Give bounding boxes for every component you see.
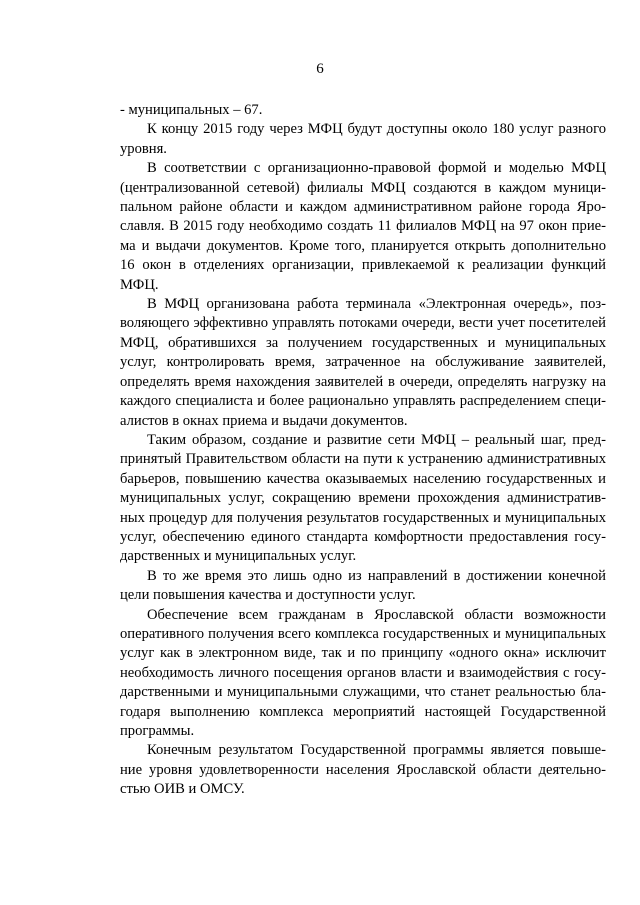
text-line: стью ОИВ и ОМСУ. [120,781,245,798]
text-line: пальном районе области и каждом административном районе города Яро- [120,199,606,216]
text-line: ных процедур для получения результатов государственных и муниципальных [120,509,606,526]
paragraph [120,741,606,799]
text-line: воляющего эффективно управлять потоками очереди, вести учет посетителей [120,315,606,332]
text-line: услуг как в электронном виде, так и по принципу «одного окна» исключит [120,645,606,662]
paragraph [120,431,606,567]
paragraph [120,120,606,159]
text-line: услуг, контролировать время, затраченное на обслуживание заявителей, [120,354,606,371]
text-line: уровня. [120,140,167,157]
text-line: Таким образом, создание и развитие сети МФЦ – реальный шаг, пред- [147,431,606,448]
text-line: 16 окон в отделениях организации, привлекаемой к реализации функций [120,257,606,274]
text-line: МФЦ, обратившихся за получением государственных и муниципальных [120,334,606,351]
paragraph [120,567,606,606]
paragraph [120,101,606,120]
paragraph [120,606,606,742]
text-line: необходимость личного посещения органов власти и взаимодействия с госу- [120,664,606,681]
text-line: дарственными и муниципальными служащими, что станет реальностью бла- [120,684,606,701]
text-line: К концу 2015 году через МФЦ будут доступны около 180 услуг разного [147,121,606,138]
text-line: (централизованной сетевой) филиалы МФЦ создаются в каждом муници- [120,179,606,196]
text-line: муниципальных услуг, сокращению времени прохождения административ- [120,490,606,507]
text-line: МФЦ. [120,276,159,293]
text-line: годаря выполнению комплекса мероприятий настоящей Государственной [120,703,606,720]
text-line: славля. В 2015 году необходимо создать 11 филиалов МФЦ на 97 окон прие- [120,218,606,235]
text-line: В соответствии с организационно-правовой формой и моделью МФЦ [147,160,606,177]
page-number: 6 [316,61,324,77]
text-line: ние уровня удовлетворенности населения Ярославской области деятельно- [120,761,606,778]
text-line: алистов в окнах приема и выдачи документов. [120,412,408,429]
text-line: определять время нахождения заявителей в очереди, определять нагрузку на [120,373,606,390]
text-line: каждого специалиста и более рационально управлять распределением специ- [120,393,606,410]
text-line: программы. [120,723,195,739]
text-line: цели повышения качества и доступности услуг. [120,587,416,604]
text-line: оперативного получения всего комплекса государственных и муниципальных [120,625,606,642]
text-line: Обеспечение всем гражданам в Ярославской области возможности [147,606,606,623]
text-line: - муниципальных – 67. [120,102,263,118]
text-line: Конечным результатом Государственной программы является повыше- [147,742,606,759]
text-line: В то же время это лишь одно из направлений в достижении конечной [147,567,606,584]
text-line: В МФЦ организована работа терминала «Электронная очередь», поз- [147,296,606,313]
text-line: барьеров, повышению качества оказываемых населению государственных и [120,470,606,487]
text-line: принятый Правительством области на пути к устранению административных [120,451,606,468]
document-body [120,101,606,800]
text-line: услуг, обеспечению единого стандарта комфортности предоставления госу- [120,528,606,545]
paragraph [120,159,606,295]
text-line: дарственных и муниципальных услуг. [120,548,357,565]
text-line: ма и выдачи документов. Кроме того, планируется открыть дополнительно [120,237,606,254]
paragraph [120,295,606,431]
